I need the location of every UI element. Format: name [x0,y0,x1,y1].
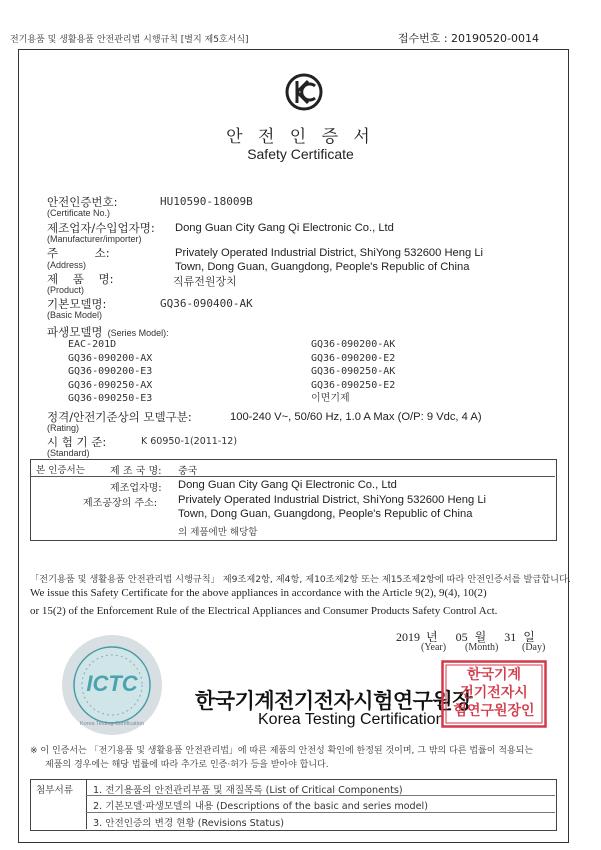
notice-english-line1: We issue this Safety Certificate for the above appliances in accordance with the Article 9(2), 9(4), 10(2) [30,587,487,599]
address-label: 주 소: [47,246,110,260]
month-label: 월 [474,630,487,644]
box-intro: 본 인증서는 [36,465,85,476]
form-reference: 전기용품 및 생활용품 안전관리법 시행규칙 [별지 제5호서식] [10,35,249,45]
factory-label: 제조공장의 주소: [83,498,158,509]
product-value: 직류전원장치 [173,275,237,288]
seal-text [441,666,547,720]
address-line1: Privately Operated Industrial District, ShiYong 532600 Heng Li [175,247,484,259]
title-english: Safety Certificate [247,146,354,162]
series-model: EAC-201D [68,339,117,350]
standard-value: K 60950-1(2011-12) [141,436,238,447]
factory-line2: Town, Dong Guan, Guangdong, People's Republic of China [178,508,473,520]
footnote-line2: 제품의 경우에는 해당 법률에 따라 추가로 인증·허가 등을 받아야 합니다. [45,760,329,770]
cert-no-sub: (Certificate No.) [47,208,111,218]
series-model: 이면기제 [311,393,350,405]
maker-label: 제조업자명: [110,483,162,494]
receipt-value: 20190520-0014 [451,32,539,45]
series-model: GQ36-090250-E2 [311,379,396,391]
attachment-item: 1. 전기용품의 안전관리부품 및 재질목록 (List of Critical Components) [93,785,403,796]
year-sub: (Year) [421,642,447,653]
issue-day: 31 [504,630,517,644]
maker-value: Dong Guan City Gang Qi Electronic Co., Ltd [178,479,397,491]
seal-line: 전기전자시 [460,685,528,701]
seal-line: 한국기계 [466,667,522,683]
ktc-logo-text: ICTC [86,671,138,696]
address-line2: Town, Dong Guan, Guangdong, People's Republic of China [175,261,470,273]
ktc-logo [60,633,164,737]
country-value: 중국 [178,466,198,477]
issue-month: 05 [455,630,468,644]
series-list-left [68,338,152,406]
ktc-logo-ring-text: Korea Testing Certification [79,721,145,727]
box-divider [30,476,555,477]
official-seal [441,660,547,728]
receipt-number: 접수번호 : 20190520-0014 [397,32,539,45]
applies-text: 의 제품에만 해당함 [178,527,258,538]
basic-model-value: GQ36-090400-AK [160,297,253,310]
product-label: 제 품 명: [47,272,114,286]
notice-english-line2: or 15(2) of the Enforcement Rule of the Electrical Appliances and Consumer Products Safety Control Act. [30,605,498,617]
series-model: GQ36-090250-E3 [68,393,153,405]
attachments-row-line [86,812,555,813]
series-model: GQ36-090250-AX [68,379,153,391]
receipt-label: 접수번호 [397,32,441,45]
manufacturer-sub: (Manufacturer/importer) [47,234,142,244]
organization-english: Korea Testing Certification [258,711,445,728]
seal-line: 험연구원장인 [453,703,535,719]
manufacturer-label: 제조업자/수입업자명: [47,221,155,235]
notice-korean: 「전기용품 및 생활용품 안전관리법 시행규칙」 제9조제2항, 제4항, 제10조제2항 또는 제15조제2항에 따라 안전인증서를 발급합니다. [30,574,571,585]
footnote-line1: ※ 이 인증서는 「전기용품 및 생활용품 안전관리법」에 따른 제품의 안전성 확인에 한정된 것이며, 그 밖의 다른 법률이 적용되는 [30,746,534,756]
attachments-divider [86,779,87,829]
basic-model-sub: (Basic Model) [47,310,103,320]
cert-no-value: HU10590-18009B [160,195,253,208]
series-label: 파생모델명 [47,325,103,339]
standard-label: 시 험 기 준: [47,435,107,449]
month-sub: (Month) [465,642,499,653]
rating-label: 정격/안전기준상의 모델구분: [47,410,192,424]
kc-mark-icon [284,72,324,112]
day-label: 일 [523,630,535,644]
factory-line1: Privately Operated Industrial District, ShiYong 532600 Heng Li [178,494,487,506]
rating-sub: (Rating) [47,423,80,433]
series-model: GQ36-090250-AK [311,366,396,378]
series-list-right [311,338,395,406]
manufacturer-value: Dong Guan City Gang Qi Electronic Co., Ltd [175,222,394,234]
country-label: 제 조 국 명: [110,466,162,477]
product-sub: (Product) [47,285,85,295]
attachment-item: 3. 안전인증의 변경 현황 (Revisions Status) [93,818,284,829]
issue-year: 2019 [396,630,420,644]
organization-korean: 한국기계전기전자시험연구원장 [195,689,473,713]
address-sub: (Address) [47,260,87,270]
series-model: GQ36-090200-AX [68,352,153,364]
standard-sub: (Standard) [47,448,90,458]
cert-no-label: 안전인증번호: [47,195,118,209]
title-korean: 안 전 인 증 서 [226,127,375,147]
basic-model-label: 기본모델명: [47,297,107,311]
attachments-label: 첨부서류 [36,785,74,796]
year-label: 년 [426,630,438,644]
series-sub: (Series Model): [107,328,169,338]
day-sub: (Day) [522,642,546,653]
series-model: GQ36-090200-AK [311,339,396,350]
series-model: GQ36-090200-E2 [311,352,396,364]
rating-value: 100-240 V~, 50/60 Hz, 1.0 A Max (O/P: 9 Vdc, 4 A) [230,411,482,423]
series-model: GQ36-090200-E3 [68,366,153,378]
attachment-item: 2. 기본모델·파생모델의 내용 (Descriptions of the basic and series model) [93,801,428,812]
